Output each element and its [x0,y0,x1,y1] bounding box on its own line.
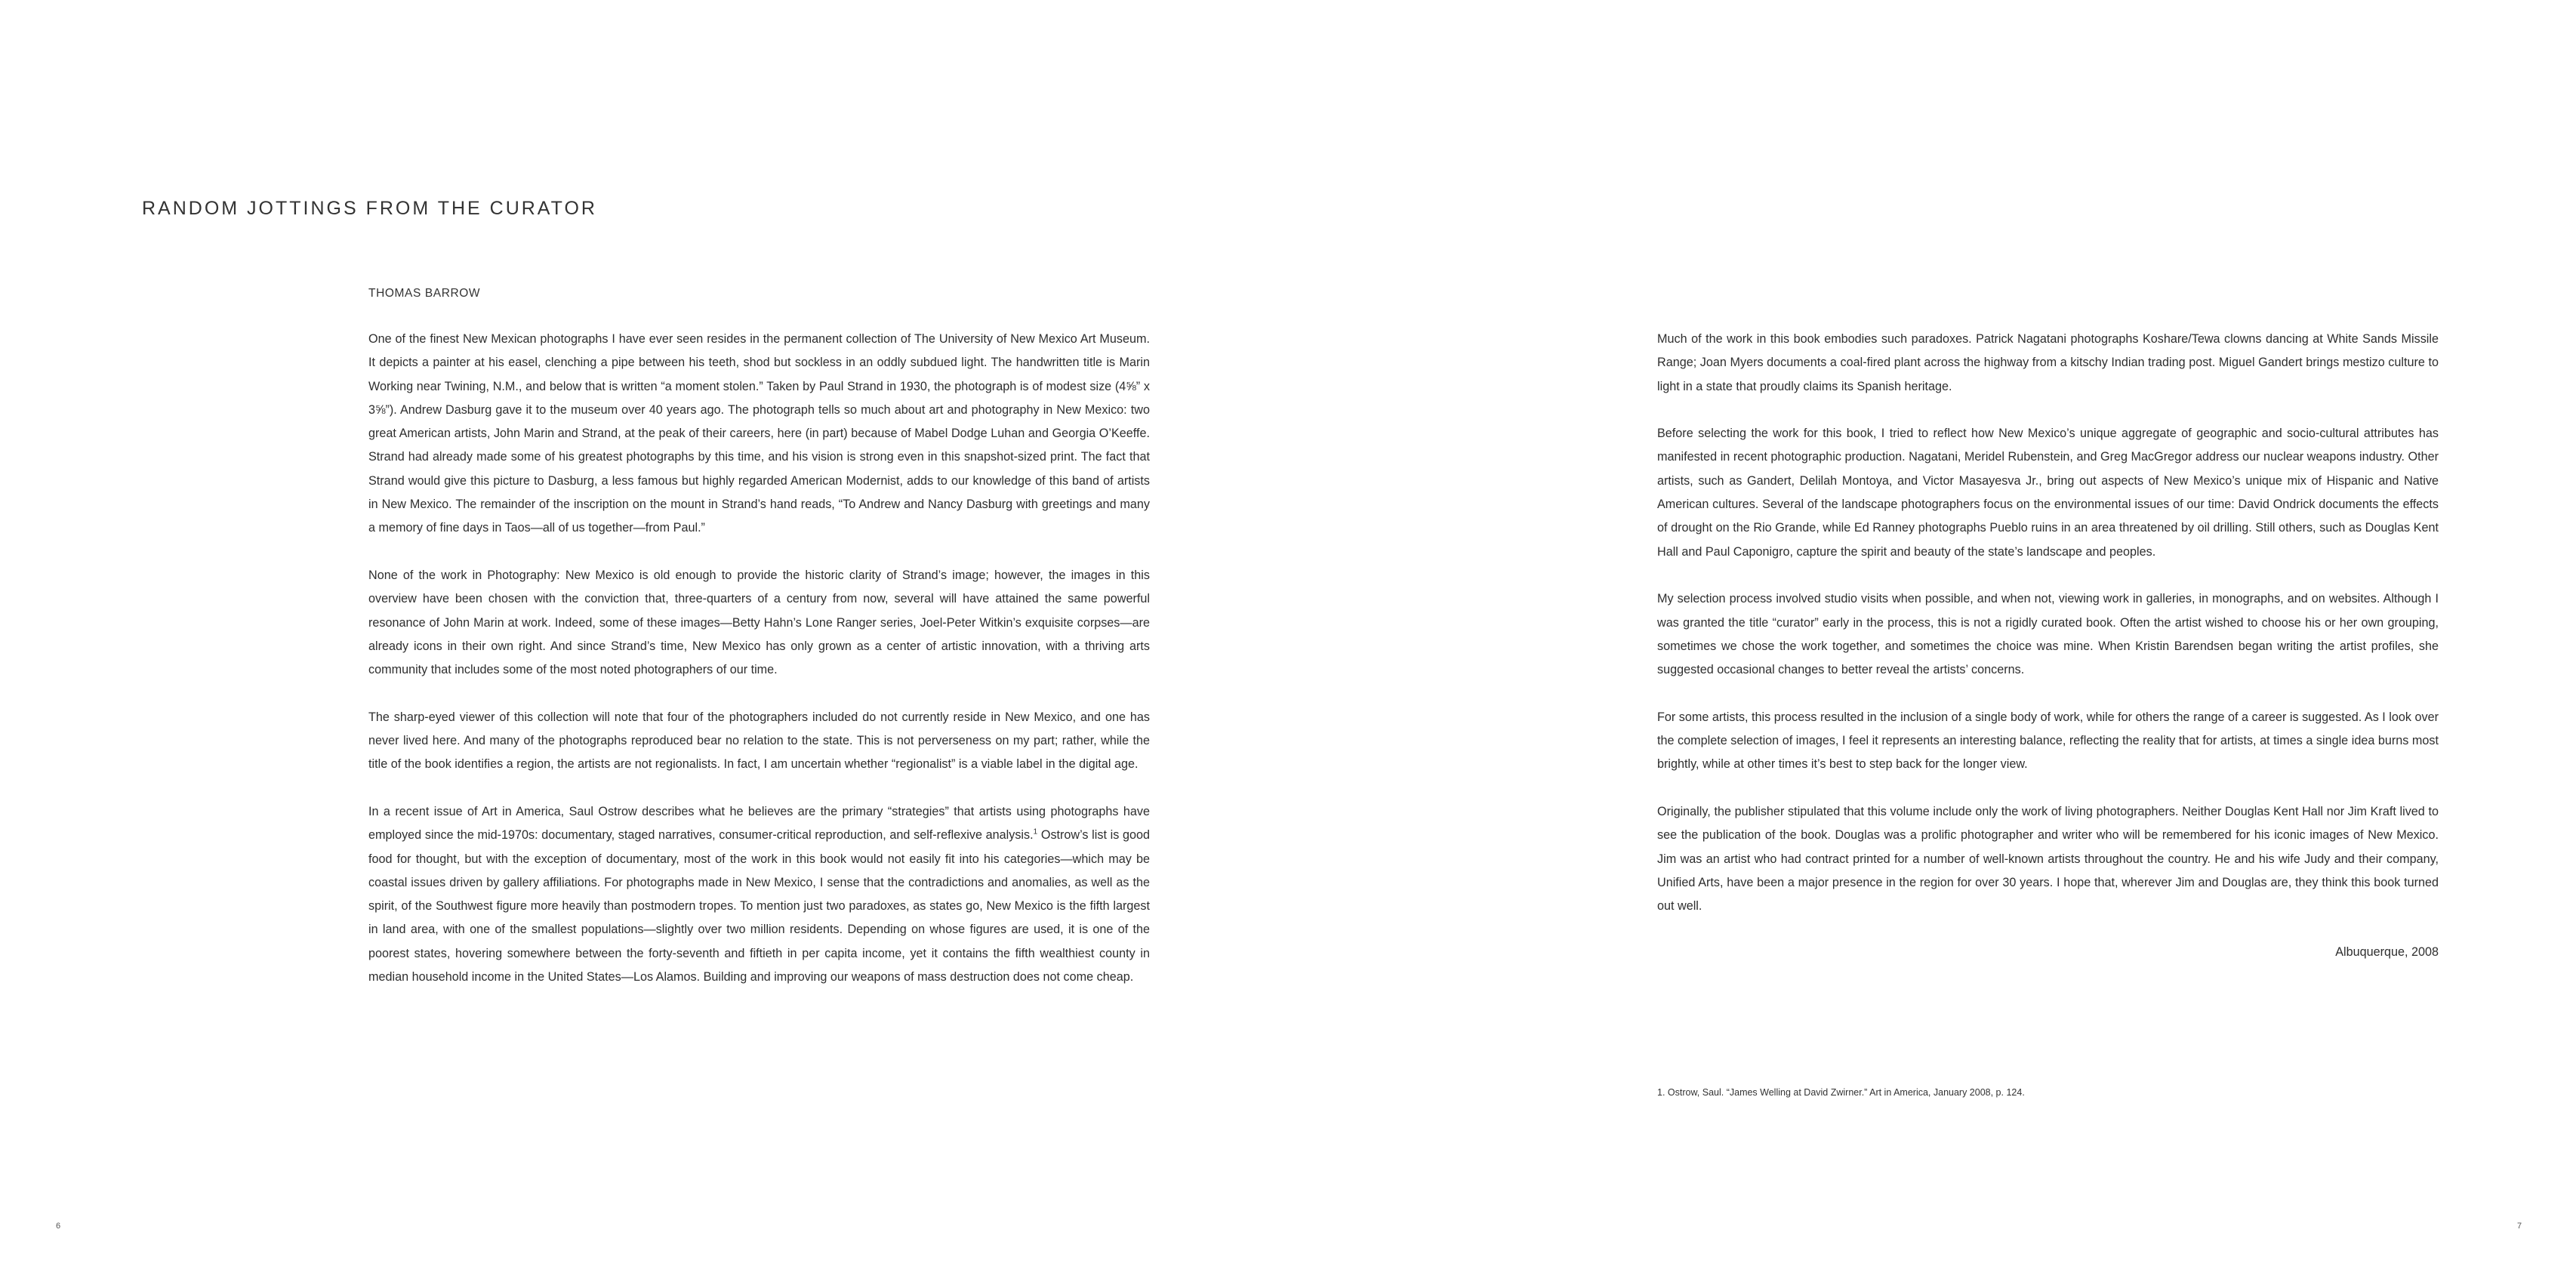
paragraph [368,800,1150,989]
footnote-marker: 1 [1033,827,1038,837]
page-number-right: 7 [2517,1222,2522,1231]
paragraph: Much of the work in this book embodies such paradoxes. Patrick Nagatani photographs Koshare/Tewa clowns dancing at White Sands Missile Range; Joan Myers documents a coal-fired plant across the highway from a kitschy Indian trading post. Miguel Gandert brings mestizo culture to light in a state that proudly claims its Spanish heritage. [1657,332,2439,393]
paragraph: For some artists, this process resulted in the inclusion of a single body of work, while for others the range of a career is suggested. As I look over the complete selection of images, I feel it represents an interesting balance, reflecting the reality that for artists, at times a single idea burns most brightly, while at other times it’s best to step back for the longer view. [1657,710,2439,772]
paragraph-text: Ostrow’s list is good food for thought, but with the exception of documentary, most of the work in this book would not easily fit into his categories—which may be coastal issues driven by gallery affiliations. For photographs made in New Mexico, I sense that the contradictions and anomalies, as well as the spirit, of the Southwest figure more heavily than postmodern tropes. To mention just two paradoxes, as states go, New Mexico is the fifth largest in land area, with one of the smallest populations—slightly over two million residents. Depending on whose figures are used, it is one of the poorest states, hovering somewhere between the forty-seventh and fiftieth in per capita income, yet it contains the fifth wealthiest county in median household income in the United States—Los Alamos. Building and improving our weapons of mass destruction does not come cheap. [368,828,1151,984]
author-name: THOMAS BARROW [368,287,481,300]
page-title: RANDOM JOTTINGS FROM THE CURATOR [142,198,597,219]
paragraph-text: In a recent issue of Art in America, Saul Ostrow describes what he believes are the primary “strategies” that artists using photographs have employed since the mid-1970s: documentary, staged narratives, consumer-critical reproduction, and self-reflexive analysis. [368,804,1150,843]
paragraph: None of the work in Photography: New Mexico is old enough to provide the historic clarity of Strand’s image; however, the images in this overview have been chosen with the conviction that, three-quarters of a century from now, several will have attained the same powerful resonance of John Marin at work. Indeed, some of these images—Betty Hahn’s Lone Ranger series, Joel-Peter Witkin’s exquisite corpses—are already icons in their own right. And since Strand’s time, New Mexico has only grown as a center of artistic innovation, with a thriving arts community that includes some of the most noted photographers of our time. [368,568,1150,677]
left-column [368,328,1150,989]
page-number-left: 6 [56,1222,61,1231]
paragraph: The sharp-eyed viewer of this collection will note that four of the photographers included do not currently reside in New Mexico, and one has never lived here. And many of the photographs reproduced bear no relation to the state. This is not perverseness on my part; rather, while the title of the book identifies a region, the artists are not regionalists. In fact, I am uncertain whether “regionalist” is a viable label in the digital age. [368,710,1150,772]
paragraph: Before selecting the work for this book, I tried to reflect how New Mexico’s unique aggregate of geographic and socio-cultural attributes has manifested in recent photographic production. Nagatani, Meridel Rubenstein, and Greg MacGregor address our nuclear weapons industry. Other artists, such as Gandert, Delilah Montoya, and Victor Masayesva Jr., bring out aspects of New Mexico’s unique mix of Hispanic and Native American cultures. Several of the landscape photographers focus on the environmental issues of our time: David Ondrick documents the effects of drought on the Rio Grande, while Ed Ranney photographs Pueblo ruins in an area threatened by oil drilling. Still others, such as Douglas Kent Hall and Paul Caponigro, capture the spirit and beauty of the state’s landscape and peoples. [1657,427,2439,559]
right-column [1657,328,2439,964]
paragraph: One of the finest New Mexican photographs I have ever seen resides in the permanent collection of The University of New Mexico Art Museum. It depicts a painter at his easel, clenching a pipe between his teeth, shod but sockless in an oddly subdued light. The handwritten title is Marin Working near Twining, N.M., and below that is written “a moment stolen.” Taken by Paul Strand in 1930, the photograph is of modest size (4⅝” x 3⅝”). Andrew Dasburg gave it to the museum over 40 years ago. The photograph tells so much about art and photography in New Mexico: two great American artists, John Marin and Strand, at the peak of their careers, here (in part) because of Mabel Dodge Luhan and Georgia O’Keeffe. Strand had already made some of his greatest photographs by this time, and his vision is strong even in this snapshot-sized print. The fact that Strand would give this picture to Dasburg, a less famous but highly regarded American Modernist, adds to our knowledge of this band of artists in New Mexico. The remainder of the inscription on the mount in Strand’s hand reads, “To Andrew and Nancy Dasburg with greetings and many a memory of fine days in Taos—all of us together—from Paul.” [368,332,1150,535]
paragraph: My selection process involved studio visits when possible, and when not, viewing work in galleries, in monographs, and on websites. Although I was granted the title “curator” early in the process, this is not a rigidly curated book. Often the artist wished to choose his or her own grouping, sometimes we chose the work together, and sometimes the choice was mine. When Kristin Barendsen began writing the artist profiles, she suggested occasional changes to better reveal the artists’ concerns. [1657,592,2439,677]
paragraph: Originally, the publisher stipulated that this volume include only the work of living photographers. Neither Douglas Kent Hall nor Jim Kraft lived to see the publication of the book. Douglas was a prolific photographer and writer who will be remembered for his iconic images of New Mexico. Jim was an artist who had contract printed for a number of well-known artists throughout the country. He and his wife Judy and their company, Unified Arts, have been a major presence in the region for over 30 years. I hope that, wherever Jim and Douglas are, they think this book turned out well. [1657,804,2439,914]
signoff: Albuquerque, 2008 [2335,944,2439,959]
footnote: 1. Ostrow, Saul. “James Welling at David Zwirner.” Art in America, January 2008, p. 124. [1657,1087,2025,1098]
